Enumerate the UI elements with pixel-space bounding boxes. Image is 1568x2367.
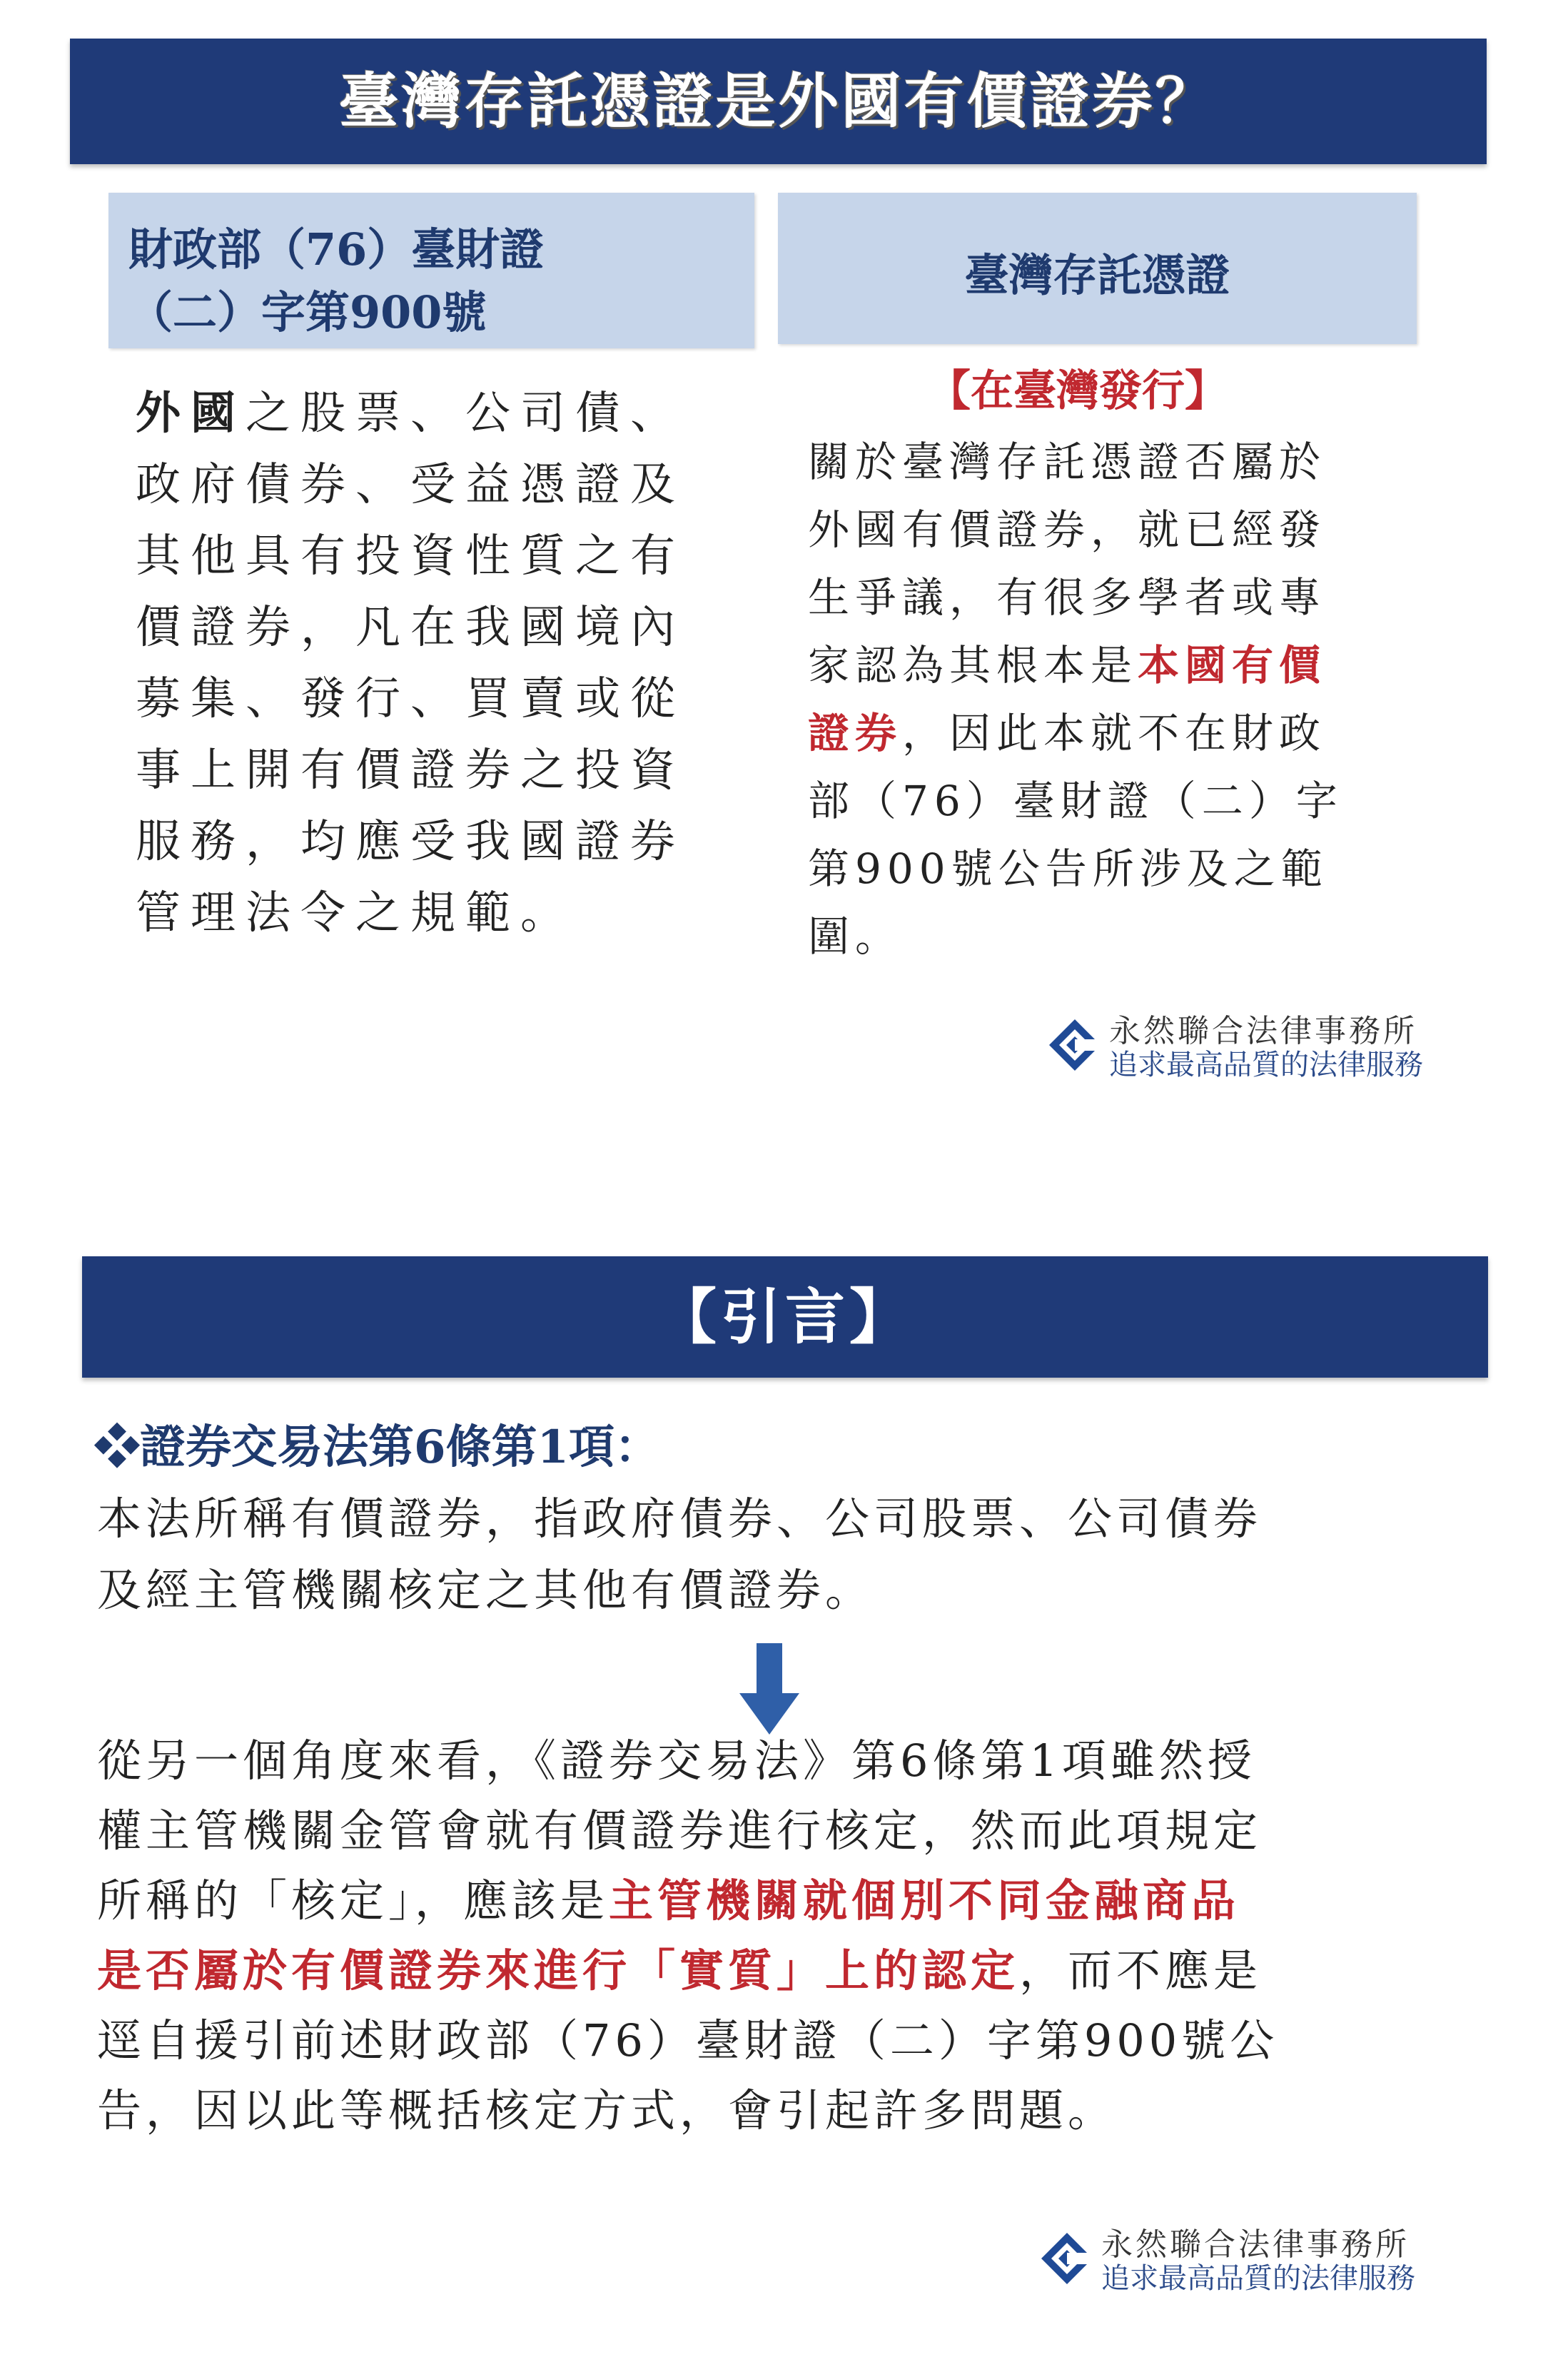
firm-logo-footer [1040,2219,1482,2297]
left-heading-line-2: （二）字第900號 [128,286,487,338]
right-text-fragment: ，因此本就不在財政 [902,709,1327,757]
left-text-line: 事上開有價證券之投資 [136,744,685,796]
firm-diamond-icon [1048,1018,1102,1072]
right-column-text [808,428,1436,971]
firm-name: 永然聯合法律事務所 [1101,2226,1410,2263]
left-text-line: 價證券，凡在我國境內 [136,601,685,653]
article-line: 本法所稱有價證券，指政府債券、公司股票、公司債券 [97,1493,1263,1545]
highlight-authority: 主管機關就個別不同金融商品 [609,1874,1240,1927]
analysis-line [97,1866,1278,1936]
article-text [97,1483,1262,1626]
left-column-text [136,377,757,949]
left-text-line: 政府債券、受益憑證及 [136,458,685,510]
title-banner [70,39,1487,164]
right-text-fragment: 家認為其根本是 [808,641,1138,690]
intro-label: 【引言】 [656,1281,914,1352]
right-text-line: 關於臺灣存託憑證否屬於 [808,438,1327,486]
left-text-line: 其他具有投資性質之有 [136,530,685,582]
intro-banner [82,1256,1488,1378]
analysis-line [97,1936,1278,2006]
analysis-line: 告，因以此等概括核定方式，會引起許多問題。 [97,2084,1117,2136]
right-text-line [808,632,1436,700]
analysis-text [97,1726,1278,2146]
highlight-domestic: 本國有價 [1138,641,1327,690]
lead-word: 外國 [136,386,246,439]
left-text-line: 管理法令之規範。 [136,887,575,939]
firm-name: 永然聯合法律事務所 [1109,1013,1417,1049]
firm-slogan: 追求最高品質的法律服務 [1109,1049,1423,1081]
analysis-fragment: ，而不應是 [1019,1944,1263,1997]
firm-slogan: 追求最高品質的法律服務 [1101,2262,1415,2295]
left-text-line: 服務，均應受我國證券 [136,815,685,867]
right-text-line: 圍。 [808,912,903,961]
highlight-securities: 證券 [808,709,903,757]
left-heading-box [108,193,754,348]
issued-in-taiwan-tag: 【在臺灣發行】 [928,366,1228,416]
right-heading-box [778,193,1417,344]
right-text-line: 部（76）臺財證（二）字 [808,777,1343,825]
article-title: ❖證券交易法第6條第1項： [94,1420,661,1474]
page-title: 臺灣存託憑證是外國有價證券？ [338,66,1218,136]
analysis-line: 權主管機關金管會就有價證券進行核定，然而此項規定 [97,1805,1263,1857]
right-text-line: 第900號公告所涉及之範 [808,844,1328,893]
analysis-fragment: 所稱的「核定」，應該是 [97,1874,610,1927]
right-text-line: 外國有價證券，就已經發 [808,505,1327,554]
firm-diamond-icon [1040,2231,1094,2286]
highlight-substantive: 是否屬於有價證券來進行「實質」上的認定 [97,1944,1020,1997]
left-text-line [136,377,757,449]
left-heading-line-1: 財政部（76）臺財證 [128,223,545,276]
right-heading-label: 臺灣存託憑證 [964,249,1230,301]
analysis-line: 從另一個角度來看，《證券交易法》第6條第1項雖然授 [97,1735,1256,1787]
analysis-line: 逕自援引前述財政部（76）臺財證（二）字第900號公 [97,2014,1279,2066]
down-arrow-icon [739,1643,799,1736]
left-text-fragment: 之股票、公司債、 [246,387,685,439]
article-line: 及經主管機關核定之其他有價證券。 [97,1564,874,1616]
right-text-line: 生爭議，有很多學者或專 [808,573,1327,622]
right-text-line [808,700,1436,767]
left-text-line: 募集、發行、買賣或從 [136,672,685,725]
firm-logo [1048,1005,1490,1084]
